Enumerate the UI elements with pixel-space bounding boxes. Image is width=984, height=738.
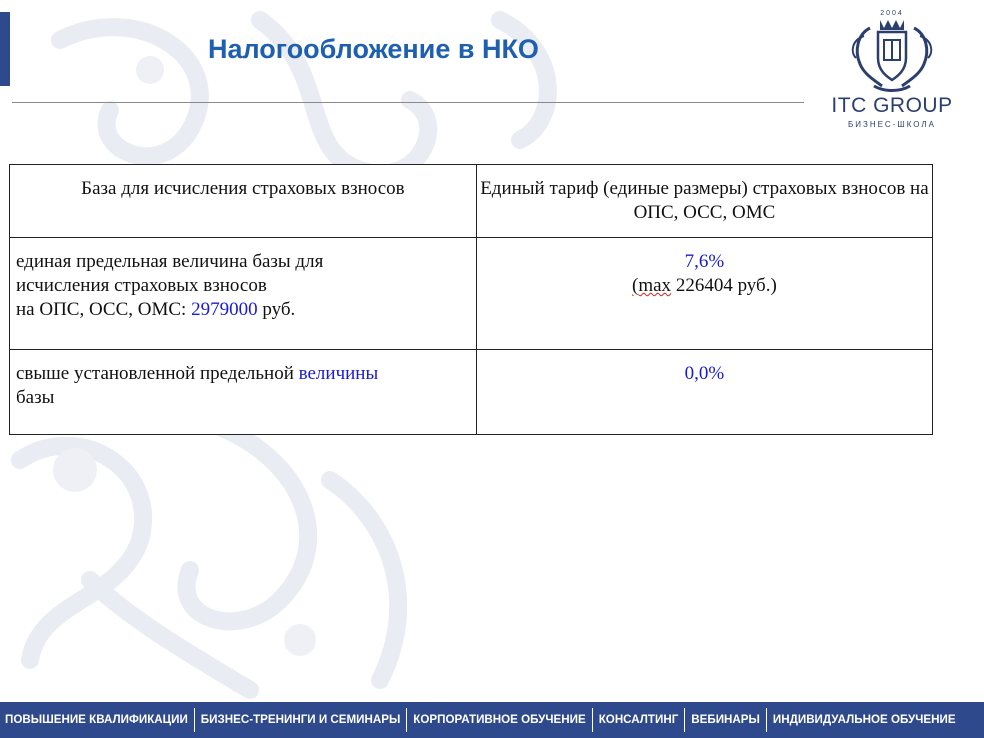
rate-note-open: ( — [632, 275, 639, 296]
rate-value: 7,6% — [684, 251, 725, 272]
footer-bar — [0, 702, 984, 738]
table-row — [10, 238, 933, 350]
company-logo — [818, 6, 966, 132]
slide-title: Налогообложение в НКО — [208, 34, 539, 64]
footer-item-qualification[interactable]: ПОВЫШЕНИЕ КВАЛИФИКАЦИИ — [5, 713, 188, 726]
base-line-3 — [16, 298, 470, 322]
above-text-suffix: базы — [16, 387, 55, 408]
base-line-3-prefix: на ОПС, ОСС, ОМС: — [16, 299, 192, 320]
rate-note-rest: 226404 руб.) — [671, 275, 777, 296]
tariff-table — [9, 164, 933, 435]
table-header-row — [10, 165, 933, 238]
cell-base-above — [10, 350, 477, 435]
title-divider — [12, 102, 804, 103]
footer-item-trainings[interactable]: БИЗНЕС-ТРЕНИНГИ И СЕМИНАРЫ — [194, 708, 407, 732]
base-amount: 2979000 — [191, 299, 258, 320]
header-cell-base — [10, 165, 477, 238]
footer-item-corporate[interactable]: КОРПОРАТИВНОЕ ОБУЧЕНИЕ — [406, 708, 591, 732]
rate-value: 0,0% — [684, 363, 725, 384]
footer-item-consulting[interactable]: КОНСАЛТИНГ — [592, 708, 685, 732]
cell-rate-limit — [476, 238, 932, 350]
table-row — [10, 350, 933, 435]
above-text-prefix: свыше установленной предельной — [16, 363, 299, 384]
header-base-text: База для исчисления страховых взносов — [81, 178, 405, 199]
logo-year: 2004 — [880, 10, 904, 17]
cell-rate-above — [476, 350, 932, 435]
footer-item-individual[interactable]: ИНДИВИДУАЛЬНОЕ ОБУЧЕНИЕ — [766, 708, 962, 732]
rate-note-max: max — [638, 275, 672, 296]
base-line-1: единая предельная величина базы для — [16, 251, 324, 272]
rate-note — [477, 274, 932, 298]
logo-name: ITC GROUP — [831, 94, 953, 117]
left-accent-bar — [0, 12, 10, 86]
header-cell-rate — [476, 165, 932, 238]
footer-item-webinars[interactable]: ВЕБИНАРЫ — [684, 708, 766, 732]
crest-icon — [844, 6, 940, 96]
cell-base-limit — [10, 238, 477, 350]
logo-tagline: БИЗНЕС-ШКОЛА — [847, 120, 936, 129]
base-line-2: исчисления страховых взносов — [16, 275, 267, 296]
header-rate-text: Единый тариф (единые размеры) страховых взносов на ОПС, ОСС, ОМС — [480, 178, 929, 223]
above-text-highlight: величины — [298, 363, 379, 384]
base-line-3-suffix: руб. — [257, 299, 296, 320]
